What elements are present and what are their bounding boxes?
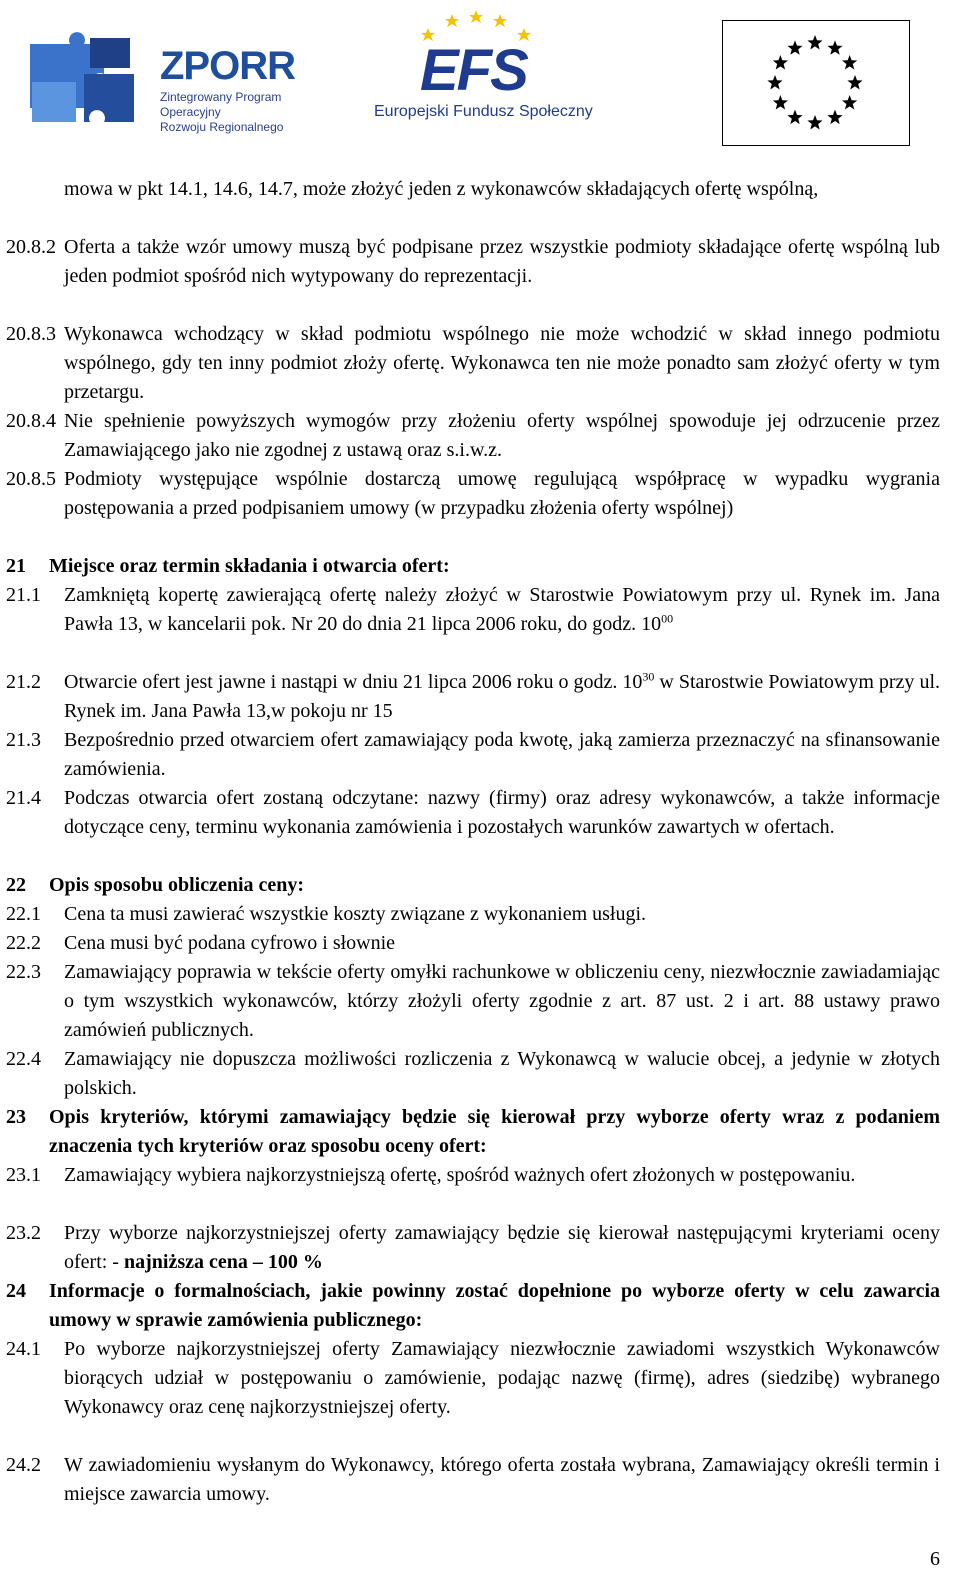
- item-number: 20.8.3: [6, 323, 56, 345]
- eu-star-icon: [773, 95, 788, 110]
- efs-brand: EFS: [420, 38, 527, 103]
- eu-star-icon: [842, 55, 857, 70]
- paragraph-continuation: [64, 175, 940, 204]
- eu-star-icon: [827, 110, 842, 125]
- eu-flag: [722, 20, 910, 146]
- item-21-1: [64, 581, 940, 639]
- item-number: 21.3: [6, 729, 41, 751]
- eu-star-icon: [773, 55, 788, 70]
- item-number: 23.2: [6, 1222, 41, 1244]
- paragraph-text: Zamawiający nie dopuszcza możliwości rozliczenia z Wykonawcą w walucie obcej, a jedynie w złotych polskich.: [64, 1048, 940, 1099]
- item-number: 24.2: [6, 1454, 41, 1476]
- item-number: 21.4: [6, 787, 41, 809]
- paragraph-text: Przy wyborze najkorzystniejszej oferty zamawiający będzie się kierował następującymi kryteriami oceny ofert: -: [64, 1222, 940, 1273]
- eu-star-icon: [807, 35, 822, 50]
- superscript: 00: [661, 611, 674, 626]
- zporr-logo: [20, 24, 295, 134]
- eu-star-icon: [827, 40, 842, 54]
- paragraph-text: Podmioty występujące wspólnie dostarczą umowę regulującą współpracę w wypadku wygrania postępowania a przed podpisaniem umowy (w przypadku złożenia oferty wspólnej): [64, 468, 940, 519]
- paragraph-text: mowa w pkt 14.1, 14.6, 14.7, może złożyć jeden z wykonawców składających ofertę wspólną,: [64, 178, 819, 200]
- paragraph-text: Nie spełnienie powyższych wymogów przy złożeniu oferty wspólnej spowoduje jej odrzucenie przez Zamawiającego jako nie zgodnej z ustawą oraz s.i.w.z.: [64, 410, 940, 461]
- item-20-8-4: [64, 407, 940, 465]
- paragraph-text: Bezpośrednio przed otwarciem ofert zamawiający poda kwotę, jaką zamierza przeznaczyć na sfinansowanie zamówienia.: [64, 729, 940, 780]
- item-number: 23.1: [6, 1164, 41, 1186]
- item-20-8-3: [64, 320, 940, 407]
- paragraph-text: w Starostwie Powiatowym przy ul. Rynek im. Jana Pawła 13,w pokoju nr 15: [64, 671, 941, 722]
- paragraph-text: Cena ta musi zawierać wszystkie koszty związane z wykonaniem usługi.: [64, 903, 647, 925]
- zporr-subtitle-line: Zintegrowany Program: [160, 90, 282, 104]
- section-heading-21: Miejsce oraz termin składania i otwarcia ofert:: [49, 555, 450, 577]
- paragraph-text: Oferta a także wzór umowy muszą być podpisane przez wszystkie podmioty składające ofertę wspólną lub jeden podmiot spośród nich wytypowany do reprezentacji.: [64, 236, 940, 287]
- item-number: 20.8.5: [6, 468, 56, 490]
- item-number: 22.4: [6, 1048, 41, 1070]
- efs-subtitle: Europejski Fundusz Społeczny: [374, 103, 593, 120]
- item-number: 22.1: [6, 903, 41, 925]
- eu-star-icon: [767, 75, 782, 90]
- zporr-subtitle: [160, 90, 300, 135]
- item-23-2: [64, 1219, 940, 1277]
- section-heading-24: Informacje o formalnościach, jakie powinny zostać dopełnione po wyborze oferty w celu zawarcia umowy w sprawie zamówienia publicznego:: [49, 1280, 940, 1331]
- item-number: 22.2: [6, 932, 41, 954]
- item-20-8-2: [64, 233, 940, 291]
- paragraph-text: Zamawiający poprawia w tekście oferty omyłki rachunkowe w obliczeniu ceny, niezwłocznie zawiadamiając o tym wszystkich wykonawców, którzy złożyli oferty zgodnie z art. 87 ust. 2 i art. 88 ustawy prawo zamówień publicznych.: [64, 961, 940, 1041]
- header-logos: [0, 0, 960, 150]
- section-heading-22: Opis sposobu obliczenia ceny:: [49, 874, 305, 896]
- paragraph-text: Po wyborze najkorzystniejszej oferty Zamawiający niezwłocznie zawiadomi wszystkich Wykonawców biorących udział w postępowaniu o zamówienie, podając nazwę (firmę), adres (siedzibę) wybranego Wykonawcy oraz cenę najkorzystniejszej oferty.: [64, 1338, 940, 1418]
- page-number: 6: [930, 1548, 940, 1570]
- eu-star-icon: [842, 95, 857, 110]
- item-number: 22.3: [6, 961, 41, 983]
- eu-star-icon: [847, 75, 862, 90]
- item-22-1: [64, 900, 940, 929]
- efs-logo: [362, 6, 592, 131]
- item-22-3: [64, 958, 940, 1045]
- eu-stars-icon: [723, 21, 908, 144]
- item-24-2: [64, 1451, 940, 1509]
- paragraph-text: W zawiadomieniu wysłanym do Wykonawcy, którego oferta została wybrana, Zamawiający określi termin i miejsce zawarcia umowy.: [64, 1454, 940, 1505]
- paragraph-text: Wykonawca wchodzący w skład podmiotu wspólnego nie może wchodzić w skład innego podmiotu wspólnego, gdy ten inny podmiot złoży ofertę. Wykonawca ten nie może ponadto sam złożyć oferty w tym przetargu.: [64, 323, 940, 403]
- paragraph-text: Cena musi być podana cyfrowo i słownie: [64, 932, 396, 954]
- item-number: 20.8.2: [6, 236, 56, 258]
- zporr-subtitle-line: Operacyjny: [160, 105, 221, 119]
- item-number: 24.1: [6, 1338, 41, 1360]
- item-number: 20.8.4: [6, 410, 56, 432]
- item-22-4: [64, 1045, 940, 1103]
- paragraph-text: Otwarcie ofert jest jawne i nastąpi w dniu 21 lipca 2006 roku o godz. 10: [64, 671, 643, 693]
- paragraph-text: Zamawiający wybiera najkorzystniejszą ofertę, spośród ważnych ofert złożonych w postępowaniu.: [64, 1164, 856, 1186]
- eu-star-icon: [807, 115, 822, 130]
- item-21-4: [64, 784, 940, 842]
- section-heading-23: Opis kryteriów, którymi zamawiający będzie się kierował przy wyborze oferty wraz z podaniem znaczenia tych kryteriów oraz sposobu oceny ofert:: [49, 1106, 940, 1157]
- paragraph-text: Zamkniętą kopertę zawierającą ofertę należy złożyć w Starostwie Powiatowym przy ul. Rynek im. Jana Pawła 13, w kancelarii pok. Nr 20 do dnia 21 lipca 2006 roku, do godz. 10: [64, 584, 940, 635]
- zporr-subtitle-line: Rozwoju Regionalnego: [160, 120, 284, 134]
- item-24-1: [64, 1335, 940, 1422]
- section-number: 23: [6, 1106, 26, 1128]
- eu-star-icon: [787, 110, 802, 125]
- item-21-3: [64, 726, 940, 784]
- puzzle-icon: [20, 24, 150, 134]
- item-21-2: [64, 668, 940, 726]
- item-22-2: [64, 929, 940, 958]
- item-20-8-5: [64, 465, 940, 523]
- eu-star-icon: [787, 40, 802, 54]
- section-number: 22: [6, 874, 26, 896]
- criterion-bold: najniższa cena – 100 %: [123, 1251, 323, 1273]
- zporr-brand: ZPORR: [160, 44, 295, 88]
- item-23-1: [64, 1161, 940, 1190]
- superscript: 30: [642, 669, 655, 684]
- section-number: 21: [6, 555, 26, 577]
- item-number: 21.2: [6, 671, 41, 693]
- section-number: 24: [6, 1280, 26, 1302]
- paragraph-text: Podczas otwarcia ofert zostaną odczytane: nazwy (firmy) oraz adresy wykonawców, a także informacje dotyczące ceny, terminu wykonania zamówienia i pozostałych warunków zawartych w ofertach.: [64, 787, 940, 838]
- item-number: 21.1: [6, 584, 41, 606]
